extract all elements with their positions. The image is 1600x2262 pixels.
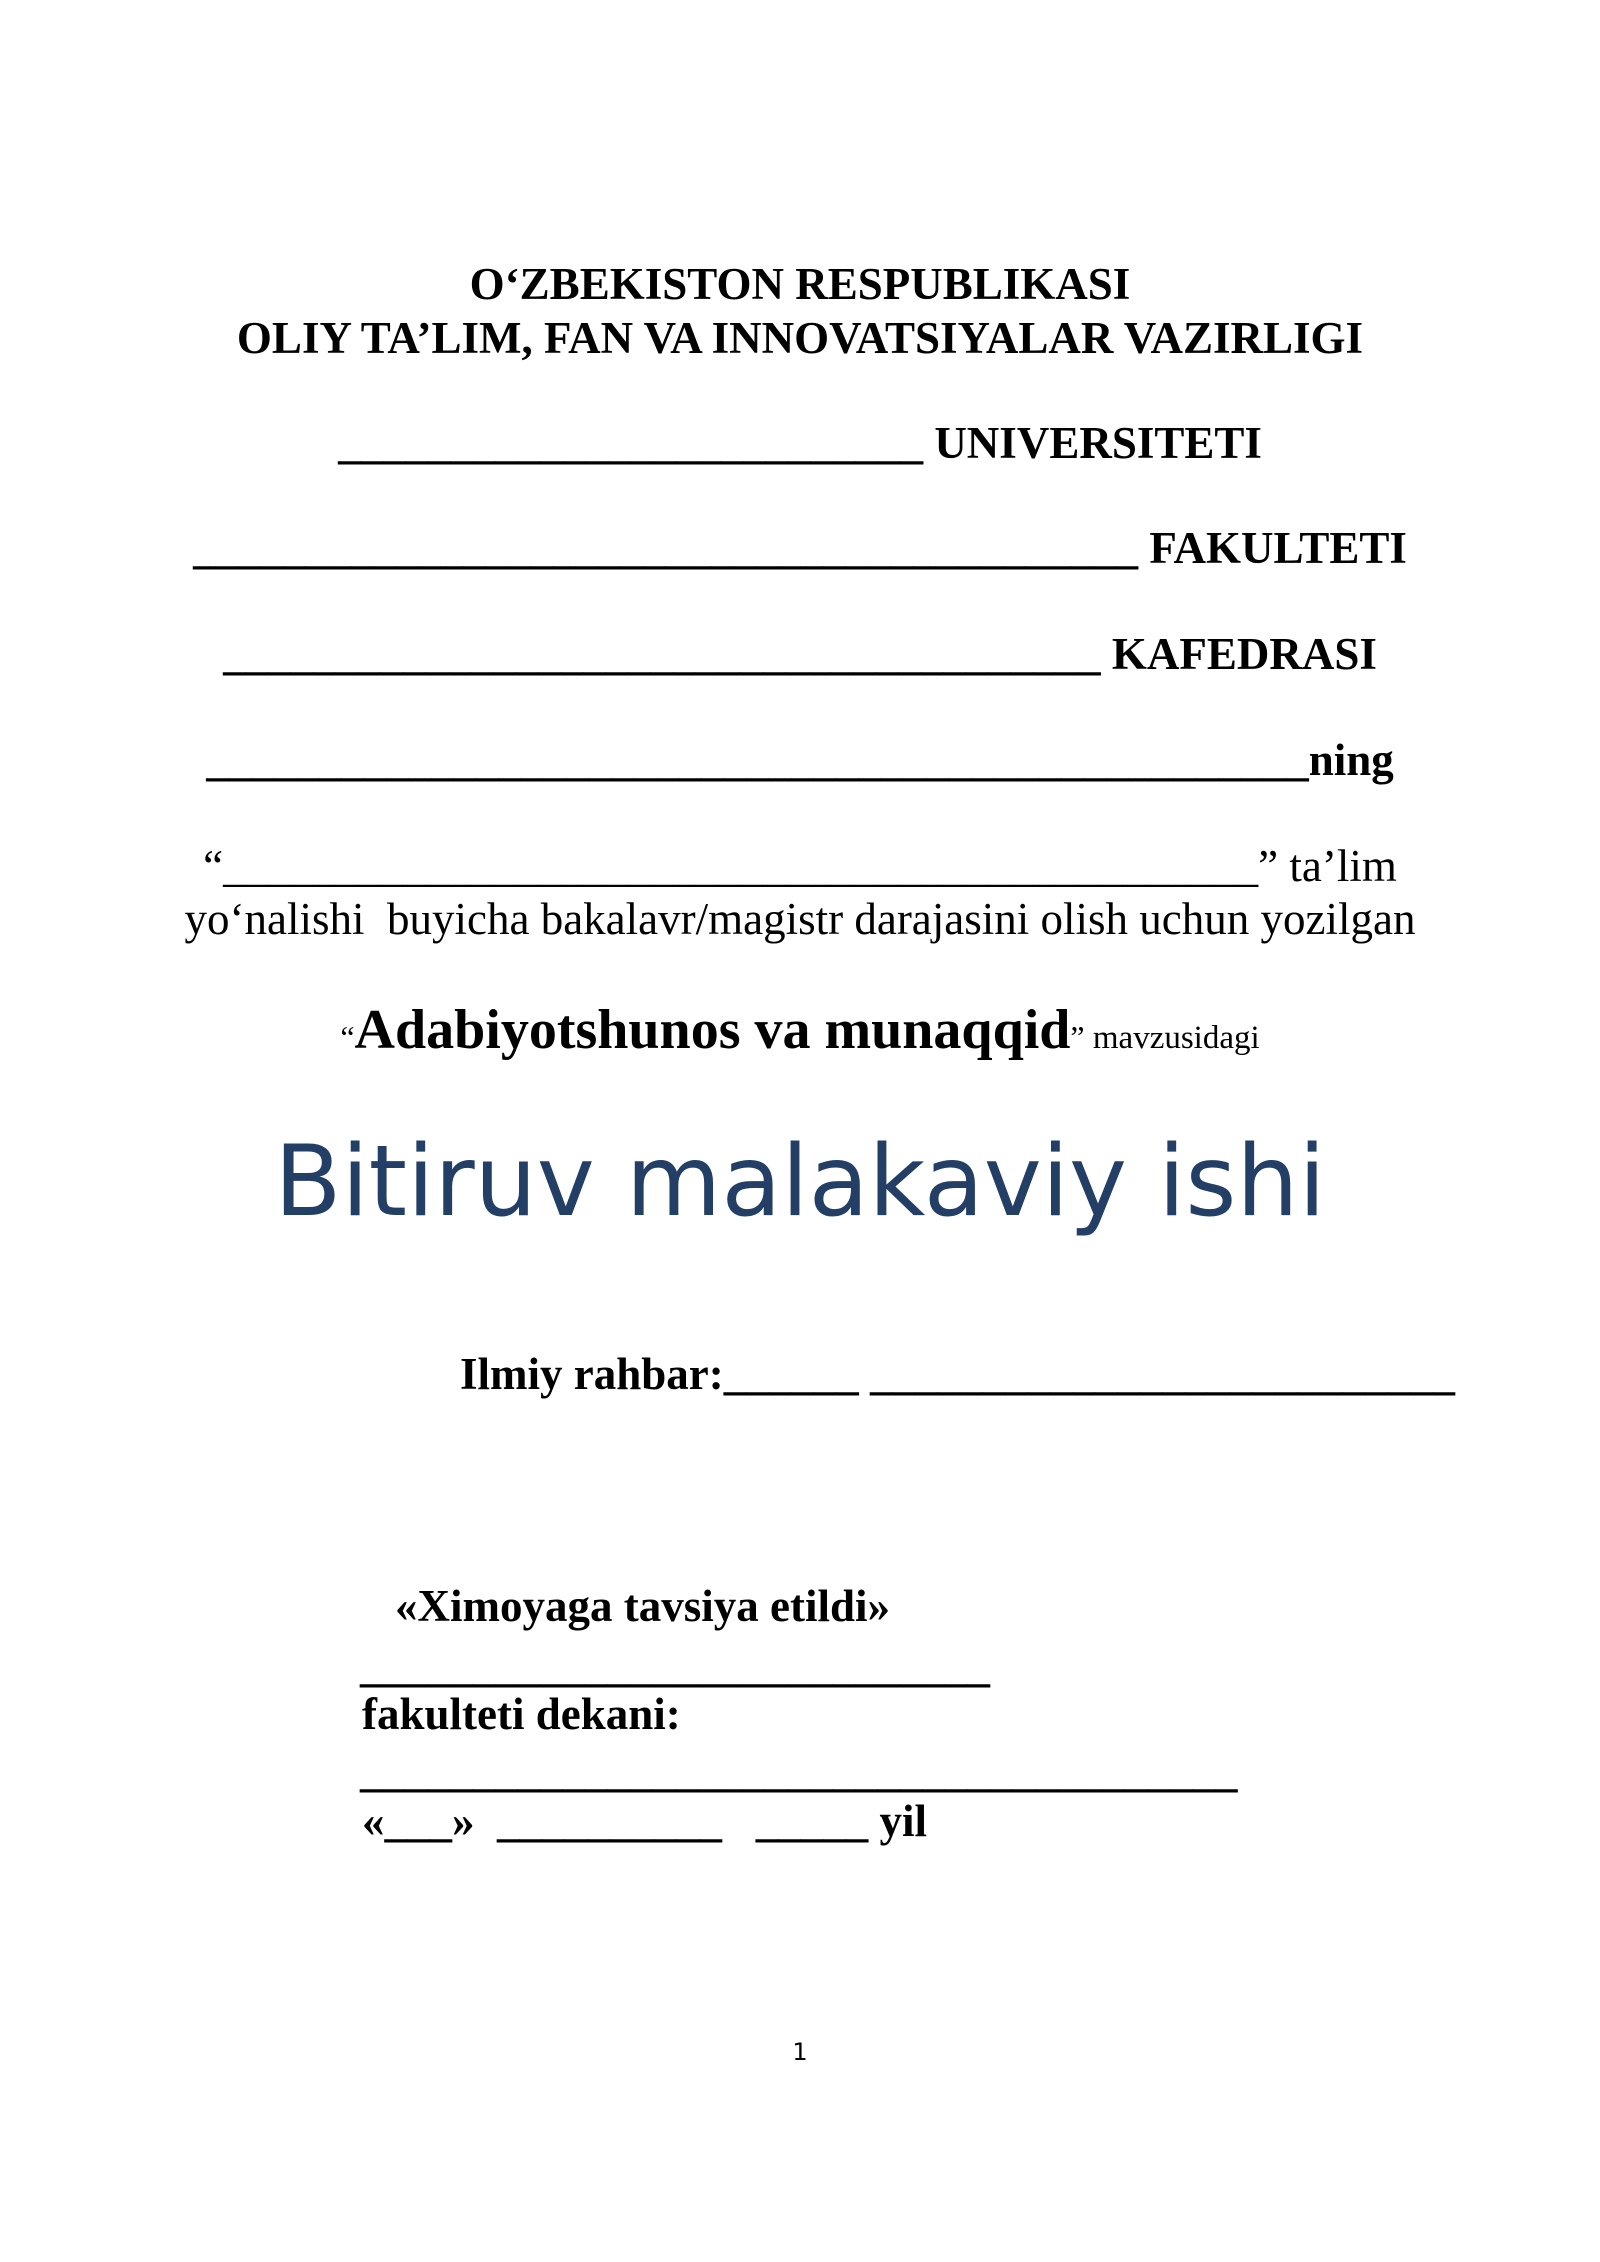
topic-line: [0, 998, 1600, 1062]
approval-date-line: «___» __________ _____ yil: [362, 1796, 928, 1846]
page-number: 1: [792, 2038, 808, 2066]
approval-blank-line-2: _______________________________________: [360, 1746, 1238, 1796]
document-type-title: Bitiruv malakaviy ishi: [274, 1125, 1326, 1239]
department-line: _______________________________________ KAFEDRASI: [223, 629, 1377, 679]
supervisor-line: Ilmiy rahbar:______ __________________________: [460, 1349, 1455, 1399]
direction-line: “______________________________________________” ta’lim: [203, 841, 1397, 891]
degree-purpose-line: yo‘nalishi buyicha bakalavr/magistr darajasini olish uchun yozilgan: [184, 894, 1416, 944]
topic-suffix: mavzusidagi: [1084, 1020, 1260, 1056]
university-line: __________________________ UNIVERSITETI: [338, 418, 1262, 468]
student-name-line: _________________________________________________ning: [206, 735, 1394, 785]
topic-title: Adabiyotshunos va munaqqid: [354, 999, 1071, 1061]
topic-close-quote: ”: [1070, 1019, 1085, 1055]
topic-open-quote: “: [340, 1019, 355, 1055]
dean-label: fakulteti dekani:: [362, 1689, 681, 1739]
ministry-heading: OLIY TA’LIM, FAN VA INNOVATSIYALAR VAZIRLIGI: [236, 313, 1364, 363]
country-heading: O‘ZBEKISTON RESPUBLIKASI: [469, 259, 1131, 309]
approval-blank-line-1: ____________________________: [360, 1641, 990, 1691]
faculty-line: __________________________________________ FAKULTETI: [193, 523, 1407, 573]
approval-heading: «Ximoyaga tavsiya etildi»: [395, 1581, 890, 1631]
